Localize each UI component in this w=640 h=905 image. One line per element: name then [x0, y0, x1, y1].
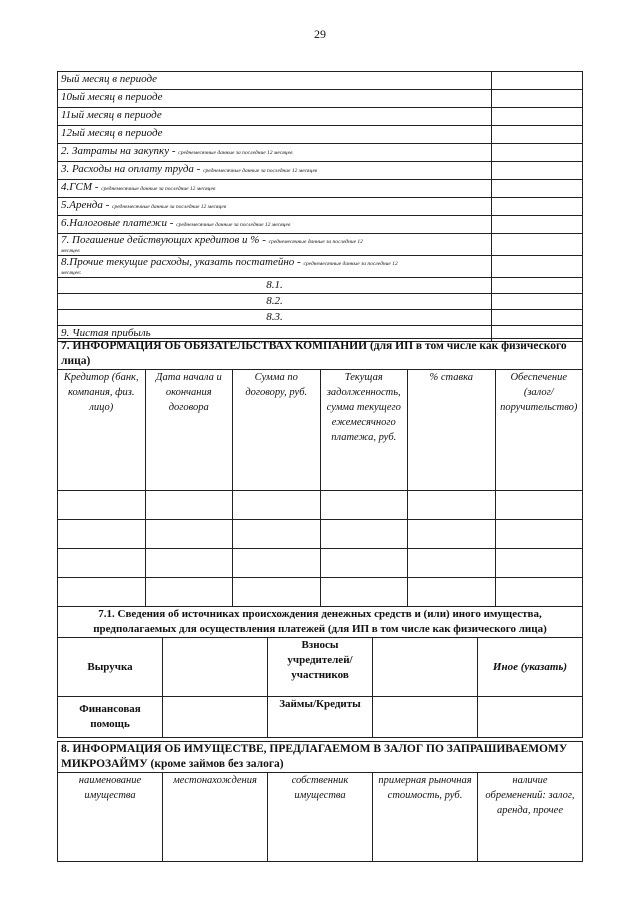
section8-title: 8. ИНФОРМАЦИЯ ОБ ИМУЩЕСТВЕ, ПРЕДЛАГАЕМОМ В ЗАЛОГ ПО ЗАПРАШИВАЕМОМУ МИКРОЗАЙМУ (кроме займов без залога) — [58, 742, 583, 773]
rate-header: % ставка — [408, 370, 496, 491]
financial-aid-label: Финансовая помощь — [58, 697, 163, 738]
loans-value-cell[interactable] — [373, 697, 478, 738]
expense-table — [57, 71, 583, 342]
revenue-value-cell[interactable] — [163, 638, 268, 697]
current-debt-cell[interactable] — [320, 491, 408, 520]
collateral-cell[interactable] — [495, 491, 583, 520]
contract-dates-cell[interactable] — [145, 578, 233, 607]
expense-value-cell[interactable] — [492, 126, 583, 144]
collateral-cell[interactable] — [495, 520, 583, 549]
table-row — [58, 180, 583, 198]
table-row — [58, 108, 583, 126]
expense-label: 5.Аренда - — [61, 199, 110, 211]
net-profit-label: 9. Чистая прибыль — [61, 327, 151, 339]
current-debt-cell[interactable] — [320, 578, 408, 607]
expense-value-cell[interactable] — [492, 294, 583, 310]
table-row — [58, 162, 583, 180]
subrow-label-cell — [58, 310, 492, 326]
table-row — [58, 278, 583, 294]
owner-header: собственник имущества — [268, 773, 373, 862]
expense-label-cell — [58, 108, 492, 126]
table-row — [58, 294, 583, 310]
expense-note: среднемесячные данные за последние 12 — [303, 261, 398, 267]
expense-value-cell[interactable] — [492, 72, 583, 90]
expense-label: 12ый месяц в периоде — [61, 127, 163, 139]
expense-value-cell[interactable] — [492, 144, 583, 162]
collateral-table — [57, 741, 583, 862]
loans-label: Займы/Кредиты — [268, 697, 373, 738]
subrow-label: 8.3. — [266, 311, 283, 323]
expense-note: среднемесячные данные за последние 12 — [268, 239, 363, 245]
contract-sum-cell[interactable] — [233, 578, 321, 607]
expense-label: 9ый месяц в периоде — [61, 73, 158, 85]
revenue-label: Выручка — [58, 638, 163, 697]
collateral-header: Обеспечение (залог/поручительство) — [495, 370, 583, 491]
rate-cell[interactable] — [408, 578, 496, 607]
other-label: Иное (указать) — [492, 660, 568, 673]
expense-value-cell[interactable] — [492, 90, 583, 108]
table-row — [58, 72, 583, 90]
current-debt-header: Текущая задолженность, сумма текущего ежемесячного платежа, руб. — [320, 370, 408, 491]
contributions-label: Взносы учредителей/участников — [268, 638, 373, 697]
expense-note: среднемесячные данные за последние 12 месяцев — [176, 222, 291, 228]
expense-label: 6.Налоговые платежи - — [61, 217, 174, 229]
page-number: 29 — [314, 27, 326, 41]
creditor-cell[interactable] — [58, 549, 146, 578]
expense-label-cell — [58, 234, 492, 256]
contract-sum-header: Сумма по договору, руб. — [233, 370, 321, 491]
subrow-label: 8.1. — [266, 279, 283, 291]
current-debt-cell[interactable] — [320, 520, 408, 549]
contract-dates-header: Дата начала и окончания договора — [145, 370, 233, 491]
table-row — [58, 491, 583, 520]
expense-value-cell[interactable] — [492, 234, 583, 256]
expense-value-cell[interactable] — [492, 310, 583, 326]
collateral-cell[interactable] — [495, 578, 583, 607]
expense-label-cell — [58, 162, 492, 180]
rate-cell[interactable] — [408, 520, 496, 549]
expense-value-cell[interactable] — [492, 216, 583, 234]
expense-label: 8.Прочие текущие расходы, указать постатейно - — [61, 256, 301, 268]
expense-label: 2. Затраты на закупку - — [61, 145, 176, 157]
contract-sum-cell[interactable] — [233, 520, 321, 549]
contributions-value-cell[interactable] — [373, 638, 478, 697]
expense-note: среднемесячные данные за последние 12 месяцев — [101, 186, 216, 192]
expense-label-cell — [58, 198, 492, 216]
subrow-label-cell — [58, 278, 492, 294]
expense-label-cell — [58, 256, 492, 278]
expense-note-continued: месяцев — [61, 248, 80, 254]
table-row — [58, 578, 583, 607]
table-row — [58, 256, 583, 278]
expense-label: 11ый месяц в периоде — [61, 109, 162, 121]
rate-cell[interactable] — [408, 491, 496, 520]
creditor-cell[interactable] — [58, 578, 146, 607]
expense-label-cell — [58, 144, 492, 162]
current-debt-cell[interactable] — [320, 549, 408, 578]
contract-sum-cell[interactable] — [233, 491, 321, 520]
expense-label: 10ый месяц в периоде — [61, 91, 163, 103]
table-row — [58, 234, 583, 256]
liabilities-table — [57, 338, 583, 607]
expense-value-cell[interactable] — [492, 180, 583, 198]
table-row — [58, 90, 583, 108]
expense-note-continued: месяцев: — [61, 270, 82, 276]
contract-dates-cell[interactable] — [145, 520, 233, 549]
table-row — [58, 198, 583, 216]
expense-label-cell — [58, 90, 492, 108]
table-row — [58, 520, 583, 549]
expense-label-cell — [58, 216, 492, 234]
creditor-cell[interactable] — [58, 520, 146, 549]
table-row — [58, 549, 583, 578]
section7-title: 7. ИНФОРМАЦИЯ ОБ ОБЯЗАТЕЛЬСТВАХ КОМПАНИИ (для ИП в том числе как физического лица) — [58, 339, 583, 370]
table-row — [58, 310, 583, 326]
rate-cell[interactable] — [408, 549, 496, 578]
funding-sources-table — [57, 606, 583, 738]
creditor-cell[interactable] — [58, 491, 146, 520]
location-header: местонахождения — [163, 773, 268, 862]
collateral-cell[interactable] — [495, 549, 583, 578]
subrow-label-cell — [58, 294, 492, 310]
expense-note: среднемесячные данные за последние 12 месяцев — [203, 168, 318, 174]
expense-note: среднемесячные данные за последние 12 месяцев — [112, 204, 227, 210]
contract-dates-cell[interactable] — [145, 491, 233, 520]
subrow-label: 8.2. — [266, 295, 283, 307]
section71-title: 7.1. Сведения об источниках происхождения денежных средств и (или) иного имущества, предполагаемых для осуществления платежей (для ИП в том числе как физического лица) — [58, 607, 583, 638]
property-name-header: наименование имущества — [58, 773, 163, 862]
table-row — [58, 126, 583, 144]
expense-value-cell[interactable] — [492, 256, 583, 278]
market-value-header: примерная рыночная стоимость, руб. — [373, 773, 478, 862]
contract-dates-cell[interactable] — [145, 549, 233, 578]
financial-aid-value-cell[interactable] — [163, 697, 268, 738]
expense-value-cell[interactable] — [492, 108, 583, 126]
expense-label: 3. Расходы на оплату труда - — [61, 163, 201, 175]
expense-label: 7. Погашение действующих кредитов и % - — [61, 234, 266, 246]
table-row — [58, 216, 583, 234]
expense-label-cell — [58, 126, 492, 144]
expense-value-cell[interactable] — [492, 278, 583, 294]
table-row — [58, 144, 583, 162]
expense-label-cell — [58, 72, 492, 90]
creditor-header: Кредитор (банк, компания, физ. лицо) — [58, 370, 146, 491]
expense-value-cell[interactable] — [492, 162, 583, 180]
expense-label: 4.ГСМ - — [61, 181, 99, 193]
encumbrances-header: наличие обременений: залог, аренда, прочее — [478, 773, 583, 862]
contract-sum-cell[interactable] — [233, 549, 321, 578]
expense-value-cell[interactable] — [492, 198, 583, 216]
expense-label-cell — [58, 180, 492, 198]
expense-note: среднемесячные данные за последние 12 месяцев — [178, 150, 293, 156]
other-value-cell[interactable] — [478, 697, 583, 738]
